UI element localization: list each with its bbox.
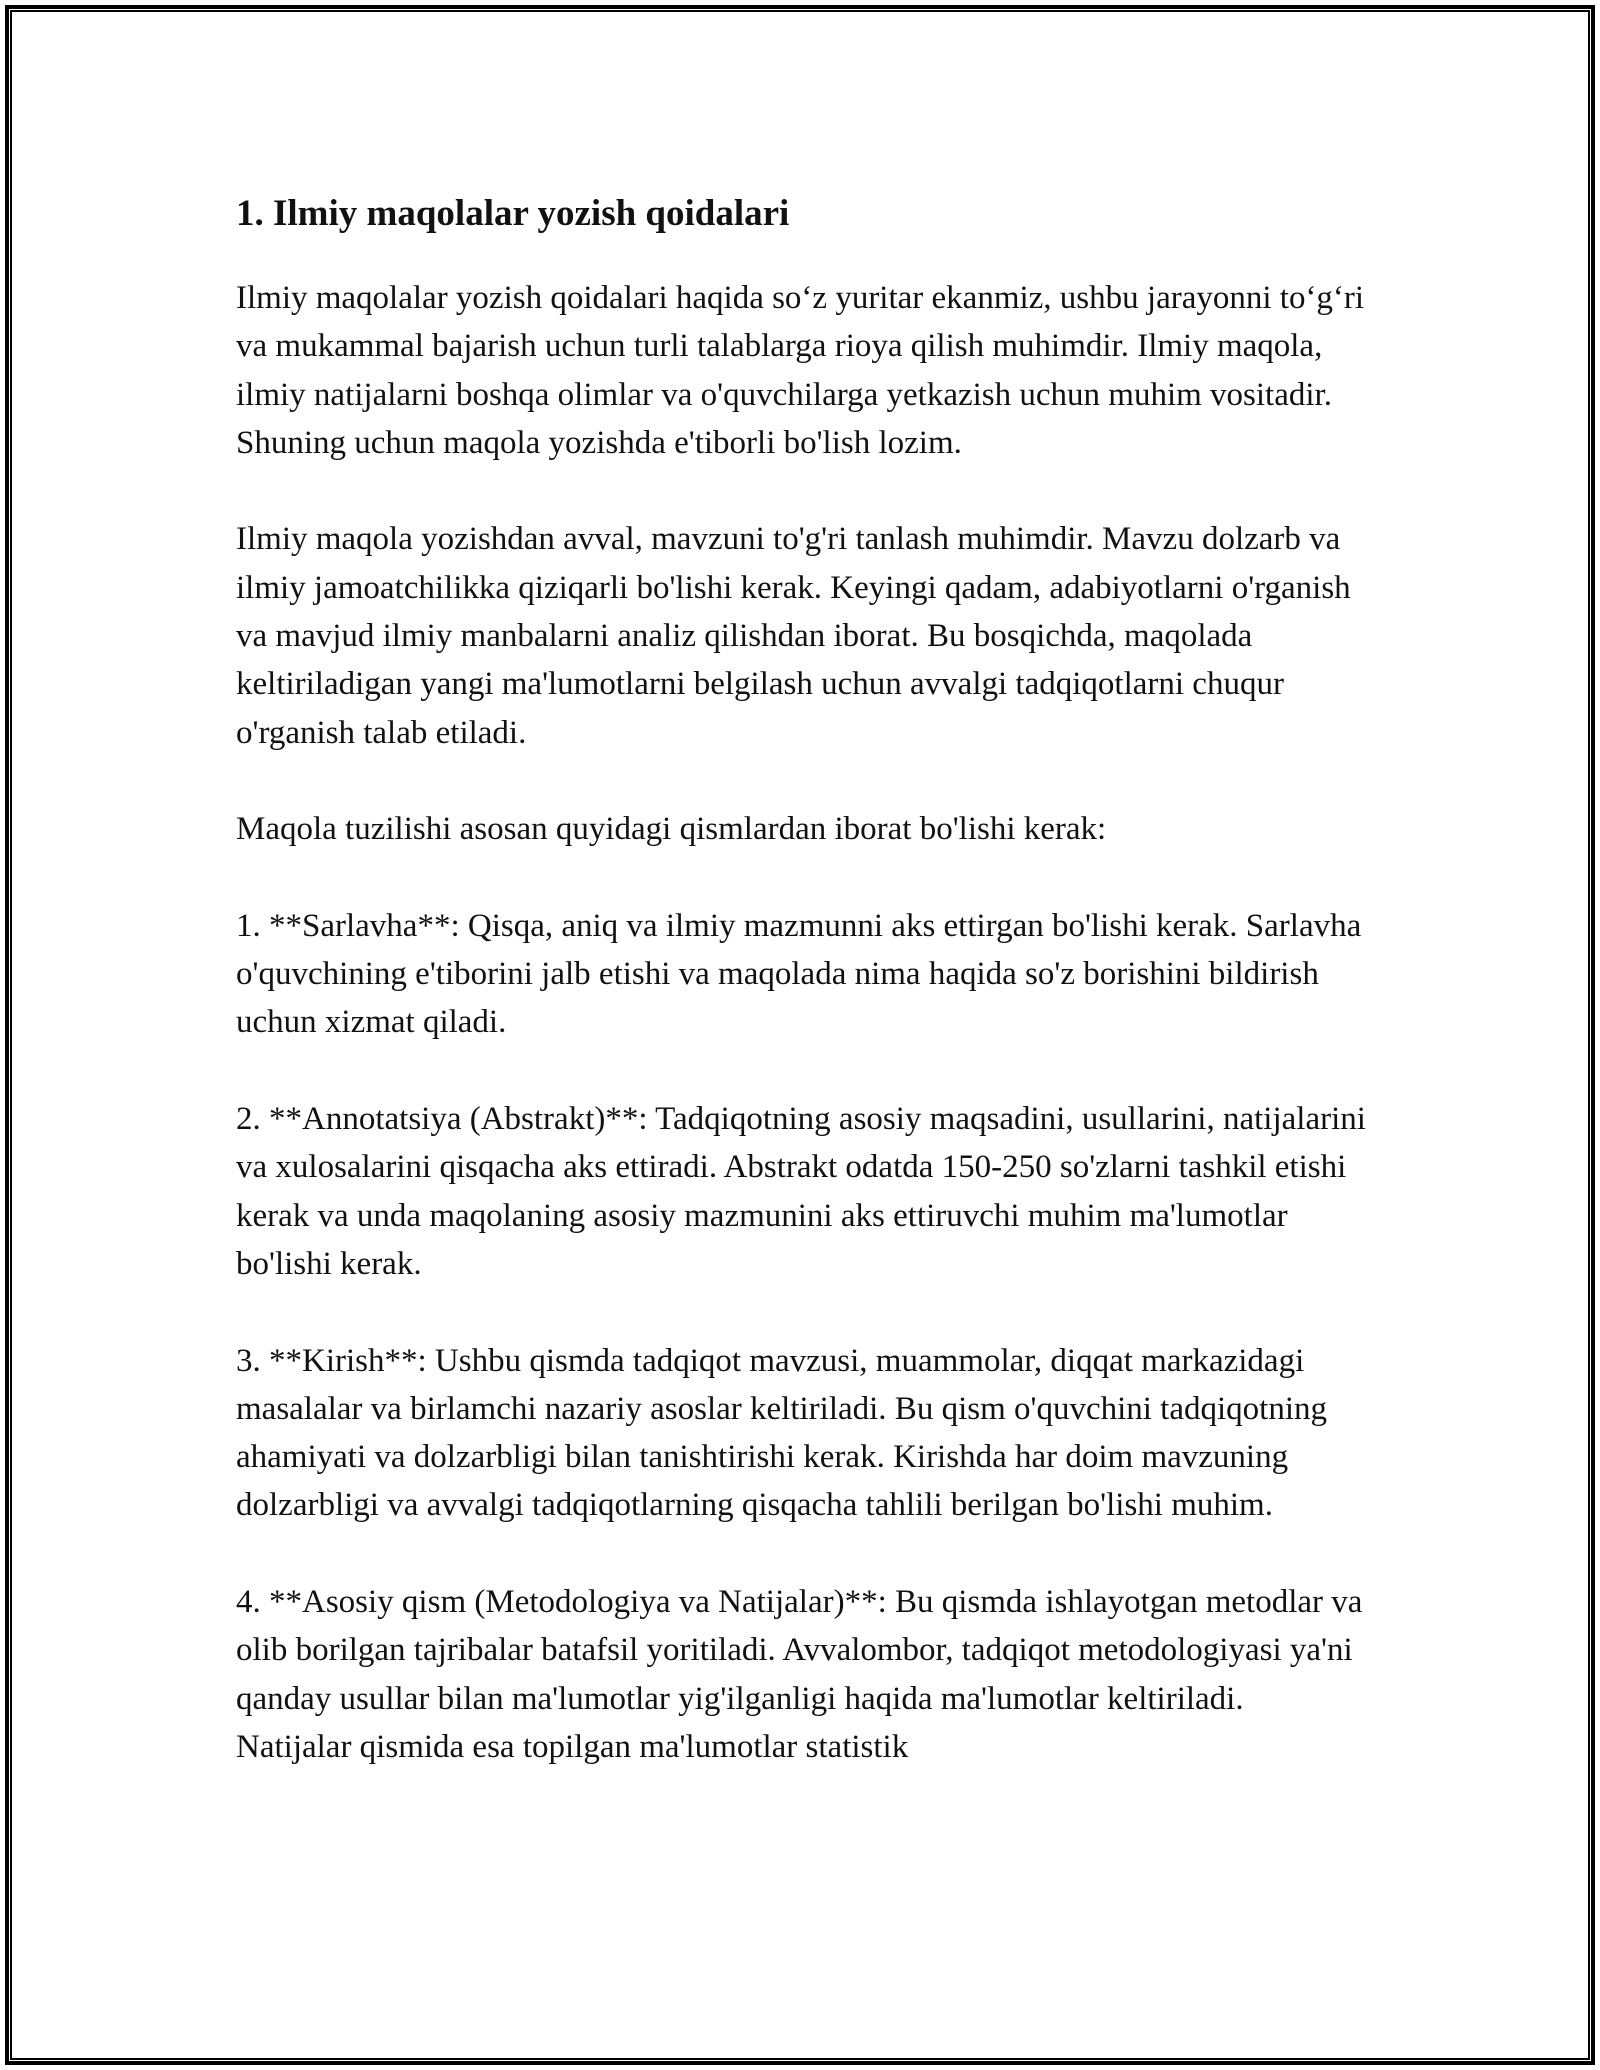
paragraph-intro: Ilmiy maqolalar yozish qoidalari haqida so‘z yuritar ekanmiz, ushbu jarayonni to‘g‘ri va mukammal bajarish uchun turli talablarga rioya qilish muhimdir. Ilmiy maqola, ilmiy natijalarni boshqa olimlar va o'quvchilarga yetkazish uchun muhim vositadir. Shuning uchun maqola yozishda e'tiborli bo'lish lozim. [236, 280, 1365, 461]
list-item-main-part: 4. **Asosiy qism (Metodologiya va Natijalar)**: Bu qismda ishlayotgan metodlar va olib borilgan tajribalar batafsil yoritiladi. Avvalombor, tadqiqot metodologiyasi ya'ni qanday usullar bilan ma'lumotlar yig'ilganligi haqida ma'lumotlar keltiriladi. Natijalar qismida esa topilgan ma'lumotlar statistik [236, 1584, 1363, 1765]
list-item-title: 1. **Sarlavha**: Qisqa, aniq va ilmiy mazmunni aks ettirgan bo'lishi kerak. Sarlavha o'quvchining e'tiborini jalb etishi va maqolada nima haqida so'z borishini bildirish uchun xizmat qiladi. [236, 907, 1362, 1041]
section-heading: 1. Ilmiy maqolalar yozish qoidalari [236, 193, 790, 234]
list-item-abstract: 2. **Annotatsiya (Abstrakt)**: Tadqiqotning asosiy maqsadini, usullarini, natijalarini va xulosalarini qisqacha aks ettiradi. Abstrakt odatda 150-250 so'zlarni tashkil etishi kerak va unda maqolaning asosiy mazmunini aks ettiruvchi muhim ma'lumotlar bo'lishi kerak. [236, 1101, 1366, 1282]
document-body [236, 186, 1366, 1820]
paragraph-structure-intro: Maqola tuzilishi asosan quyidagi qismlardan iborat bo'lishi kerak: [236, 811, 1107, 848]
paragraph-topic-selection: Ilmiy maqola yozishdan avval, mavzuni to'g'ri tanlash muhimdir. Mavzu dolzarb va ilmiy jamoatchilikka qiziqarli bo'lishi kerak. Keyingi qadam, adabiyotlarni o'rganish va mavjud ilmiy manbalarni analiz qilishdan iborat. Bu bosqichda, maqolada keltiriladigan yangi ma'lumotlarni belgilash uchun avvalgi tadqiqotlarni chuqur o'rganish talab etiladi. [236, 521, 1351, 751]
list-item-introduction: 3. **Kirish**: Ushbu qismda tadqiqot mavzusi, muammolar, diqqat markazidagi masalalar va birlamchi nazariy asoslar keltiriladi. Bu qism o'quvchini tadqiqotning ahamiyati va dolzarbligi bilan tanishtirishi kerak. Kirishda har doim mavzuning dolzarbligi va avvalgi tadqiqotlarning qisqacha tahlili berilgan bo'lishi muhim. [236, 1342, 1327, 1524]
